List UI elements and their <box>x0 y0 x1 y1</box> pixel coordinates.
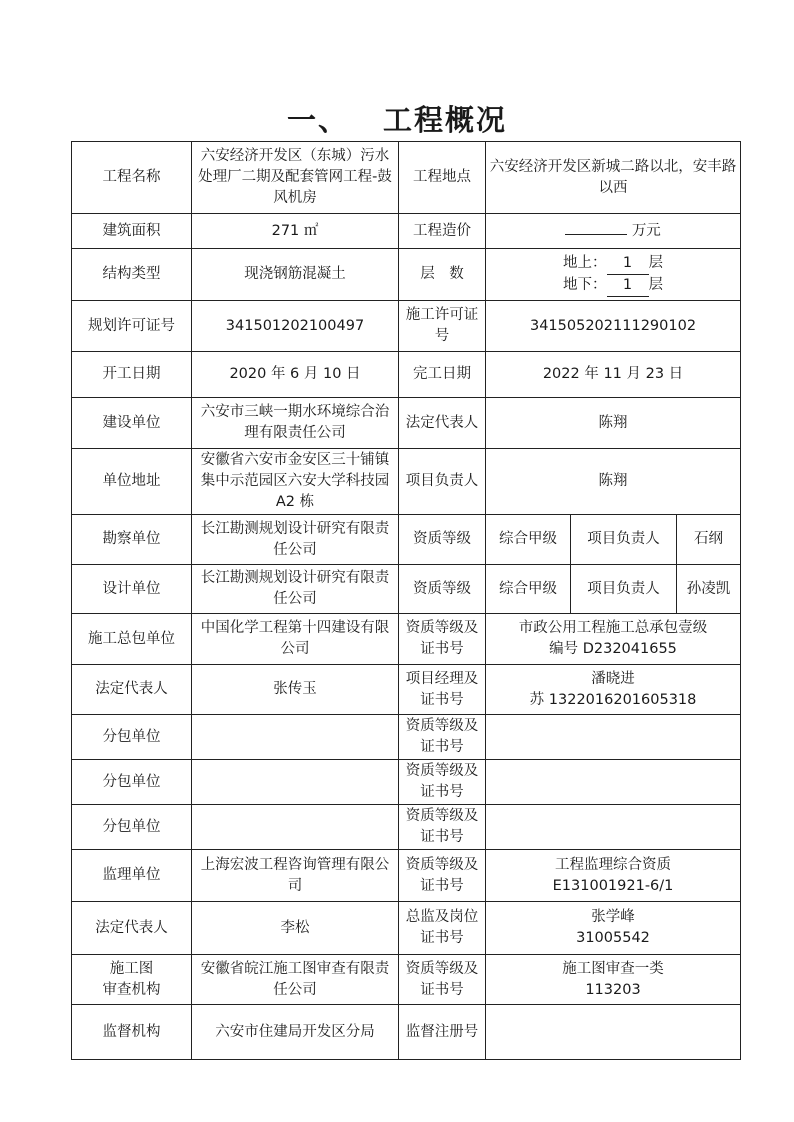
address-value: 安徽省六安市金安区三十铺镇集中示范园区六安大学科技园 A2 栋 <box>192 449 399 515</box>
survey-value: 长江勘测规划设计研究有限责任公司 <box>192 515 399 565</box>
row-project-name <box>72 142 741 214</box>
owner-value: 六安市三峡一期水环境综合治理有限责任公司 <box>192 398 399 449</box>
survey-lead-label: 项目负责人 <box>571 515 677 565</box>
row-subcontractor <box>72 805 741 850</box>
floors-above: 地上： 1 层 <box>489 253 737 275</box>
drawing-review-grade-value: 施工图审查一类 113203 <box>486 955 741 1005</box>
chief-supervisor-value: 张学峰 31005542 <box>486 902 741 955</box>
row-area <box>72 214 741 249</box>
structure-label: 结构类型 <box>72 249 192 301</box>
contractor-grade-value: 市政公用工程施工总承包壹级 编号 D232041655 <box>486 614 741 665</box>
row-structure <box>72 249 741 301</box>
project-lead-label: 项目负责人 <box>399 449 486 515</box>
subcontractor-grade-label: 资质等级及证书号 <box>399 805 486 850</box>
supervisor-grade-value: 工程监理综合资质 E131001921-6/1 <box>486 850 741 902</box>
row-contractor-rep <box>72 665 741 715</box>
owner-rep-label: 法定代表人 <box>399 398 486 449</box>
design-value: 长江勘测规划设计研究有限责任公司 <box>192 565 399 614</box>
supervisor-label: 监理单位 <box>72 850 192 902</box>
subcontractor-label: 分包单位 <box>72 805 192 850</box>
project-location-value: 六安经济开发区新城二路以北，安丰路以西 <box>486 142 741 214</box>
contractor-rep-label: 法定代表人 <box>72 665 192 715</box>
oversight-label: 监督机构 <box>72 1005 192 1060</box>
cost-unit: 万元 <box>631 222 661 239</box>
subcontractor-value <box>192 805 399 850</box>
floors-value <box>486 249 741 301</box>
design-label: 设计单位 <box>72 565 192 614</box>
planning-permit-value: 341501202100497 <box>192 301 399 352</box>
subcontractor-value <box>192 715 399 760</box>
design-grade-label: 资质等级 <box>399 565 486 614</box>
design-grade-value: 综合甲级 <box>486 565 571 614</box>
project-manager-value: 潘晓进 苏 1322016201605318 <box>486 665 741 715</box>
oversight-reg-label: 监督注册号 <box>399 1005 486 1060</box>
subcontractor-grade-value <box>486 715 741 760</box>
start-date-value: 2020 年 6 月 10 日 <box>192 352 399 398</box>
survey-lead-value: 石纲 <box>677 515 741 565</box>
contractor-rep-value: 张传玉 <box>192 665 399 715</box>
subcontractor-grade-value <box>486 760 741 805</box>
row-survey <box>72 515 741 565</box>
oversight-value: 六安市住建局开发区分局 <box>192 1005 399 1060</box>
survey-grade-label: 资质等级 <box>399 515 486 565</box>
owner-label: 建设单位 <box>72 398 192 449</box>
address-label: 单位地址 <box>72 449 192 515</box>
subcontractor-value <box>192 760 399 805</box>
supervisor-grade-label: 资质等级及证书号 <box>399 850 486 902</box>
project-lead-value: 陈翔 <box>486 449 741 515</box>
owner-rep-value: 陈翔 <box>486 398 741 449</box>
cost-value <box>486 214 741 249</box>
row-supervisor-rep <box>72 902 741 955</box>
contractor-value: 中国化学工程第十四建设有限公司 <box>192 614 399 665</box>
design-lead-value: 孙凌凯 <box>677 565 741 614</box>
row-supervisor <box>72 850 741 902</box>
survey-grade-value: 综合甲级 <box>486 515 571 565</box>
cost-blank <box>565 234 627 235</box>
row-subcontractor <box>72 760 741 805</box>
project-name-label: 工程名称 <box>72 142 192 214</box>
subcontractor-grade-label: 资质等级及证书号 <box>399 760 486 805</box>
drawing-review-grade-label: 资质等级及证书号 <box>399 955 486 1005</box>
row-design <box>72 565 741 614</box>
start-date-label: 开工日期 <box>72 352 192 398</box>
drawing-review-value: 安徽省皖江施工图审查有限责任公司 <box>192 955 399 1005</box>
row-permits <box>72 301 741 352</box>
area-value: 271 ㎡ <box>192 214 399 249</box>
cost-label: 工程造价 <box>399 214 486 249</box>
row-subcontractor <box>72 715 741 760</box>
subcontractor-label: 分包单位 <box>72 760 192 805</box>
floors-above-value: 1 <box>607 253 649 275</box>
floors-below: 地下： 1 层 <box>489 275 737 297</box>
subcontractor-grade-label: 资质等级及证书号 <box>399 715 486 760</box>
supervisor-rep-label: 法定代表人 <box>72 902 192 955</box>
row-owner <box>72 398 741 449</box>
construction-permit-value: 341505202111290102 <box>486 301 741 352</box>
project-location-label: 工程地点 <box>399 142 486 214</box>
project-overview-table <box>71 141 741 1060</box>
design-lead-label: 项目负责人 <box>571 565 677 614</box>
drawing-review-label: 施工图 审查机构 <box>72 955 192 1005</box>
project-manager-label: 项目经理及证书号 <box>399 665 486 715</box>
finish-date-value: 2022 年 11 月 23 日 <box>486 352 741 398</box>
contractor-label: 施工总包单位 <box>72 614 192 665</box>
subcontractor-grade-value <box>486 805 741 850</box>
construction-permit-label: 施工许可证号 <box>399 301 486 352</box>
row-drawing-review <box>72 955 741 1005</box>
oversight-reg-value <box>486 1005 741 1060</box>
row-dates <box>72 352 741 398</box>
subcontractor-label: 分包单位 <box>72 715 192 760</box>
floors-below-value: 1 <box>607 275 649 297</box>
floors-label: 层 数 <box>399 249 486 301</box>
page-title <box>0 98 794 139</box>
section-title: 工程概况 <box>383 103 508 137</box>
chief-supervisor-label: 总监及岗位证书号 <box>399 902 486 955</box>
supervisor-value: 上海宏波工程咨询管理有限公司 <box>192 850 399 902</box>
structure-value: 现浇钢筋混凝土 <box>192 249 399 301</box>
section-number: 一、 <box>286 103 349 137</box>
contractor-grade-label: 资质等级及证书号 <box>399 614 486 665</box>
supervisor-rep-value: 李松 <box>192 902 399 955</box>
row-oversight <box>72 1005 741 1060</box>
survey-label: 勘察单位 <box>72 515 192 565</box>
area-label: 建筑面积 <box>72 214 192 249</box>
finish-date-label: 完工日期 <box>399 352 486 398</box>
row-contractor <box>72 614 741 665</box>
planning-permit-label: 规划许可证号 <box>72 301 192 352</box>
row-owner-address <box>72 449 741 515</box>
project-name-value: 六安经济开发区（东城）污水处理厂二期及配套管网工程-鼓风机房 <box>192 142 399 214</box>
